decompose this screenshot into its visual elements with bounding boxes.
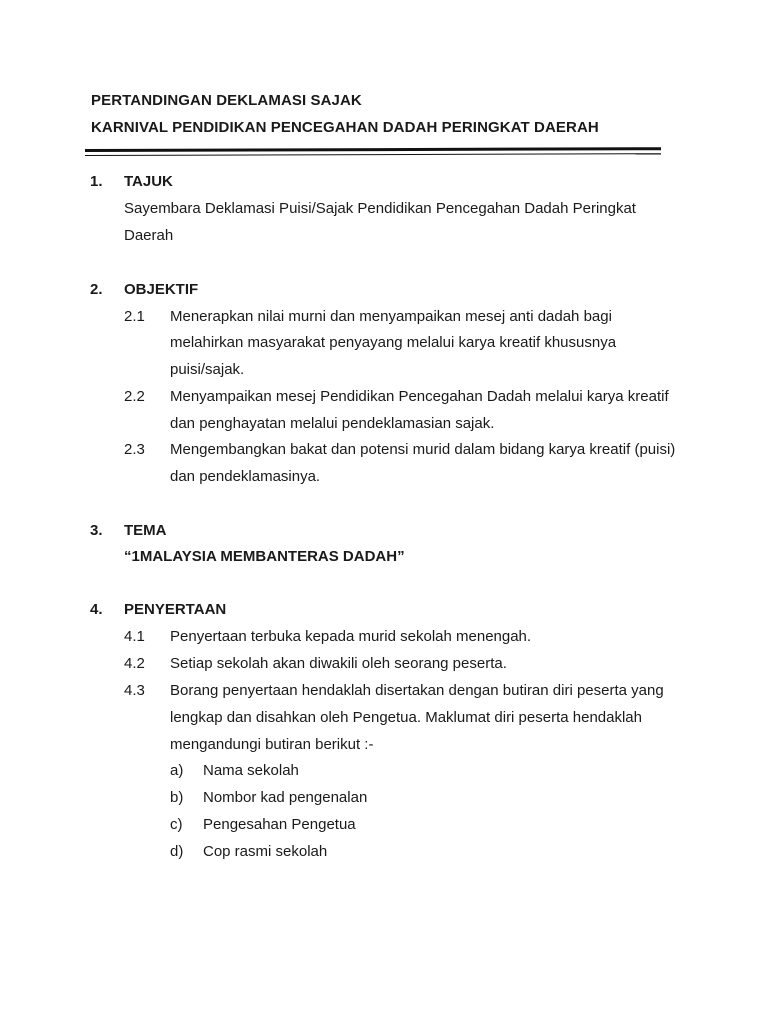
item-number: 4.2 — [124, 655, 145, 672]
item-text: melahirkan masyarakat penyayang melalui karya kreatif khususnya — [170, 334, 617, 351]
item-text: Borang penyertaan hendaklah disertakan dengan butiran diri peserta yang — [170, 682, 664, 699]
item-number: 2.2 — [124, 388, 145, 405]
subitem-letter: b) — [170, 789, 184, 806]
item-text: Menyampaikan mesej Pendidikan Pencegahan Dadah melalui karya kreatif — [170, 388, 669, 405]
section-3-heading: TEMA — [124, 522, 167, 539]
item-number: 2.3 — [124, 441, 145, 458]
item-text: dan pendeklamasinya. — [170, 468, 321, 485]
subitem-letter: d) — [170, 843, 184, 860]
document-title-line1: PERTANDINGAN DEKLAMASI SAJAK — [91, 92, 362, 109]
item-text: dan penghayatan melalui pendeklamasian sajak. — [170, 415, 495, 432]
item-number: 2.1 — [124, 308, 145, 325]
section-2-heading: OBJEKTIF — [124, 281, 199, 298]
section-4-heading: PENYERTAAN — [124, 601, 227, 618]
subitem-text: Nama sekolah — [203, 762, 299, 779]
item-text: Setiap sekolah akan diwakili oleh seorang peserta. — [170, 655, 507, 672]
header-rule-thick — [85, 147, 661, 152]
section-3-number: 3. — [90, 522, 103, 539]
section-1-heading: TAJUK — [124, 173, 173, 190]
item-text: puisi/sajak. — [170, 361, 245, 378]
section-1-number: 1. — [90, 173, 103, 190]
document-title-line2: KARNIVAL PENDIDIKAN PENCEGAHAN DADAH PERINGKAT DAERAH — [91, 119, 599, 136]
item-text: mengandungi butiran berikut :- — [170, 736, 374, 753]
section-1-text: Sayembara Deklamasi Puisi/Sajak Pendidikan Pencegahan Dadah Peringkat — [124, 200, 636, 217]
header-rule-thin — [85, 153, 661, 156]
item-text: Menerapkan nilai murni dan menyampaikan mesej anti dadah bagi — [170, 308, 612, 325]
item-text: Penyertaan terbuka kepada murid sekolah menengah. — [170, 628, 532, 645]
subitem-text: Cop rasmi sekolah — [203, 843, 328, 860]
subitem-letter: c) — [170, 816, 183, 833]
section-4-number: 4. — [90, 601, 103, 618]
item-text: Mengembangkan bakat dan potensi murid dalam bidang karya kreatif (puisi) — [170, 441, 676, 458]
subitem-letter: a) — [170, 762, 184, 779]
section-2-number: 2. — [90, 281, 103, 298]
subitem-text: Pengesahan Pengetua — [203, 816, 356, 833]
item-text: lengkap dan disahkan oleh Pengetua. Maklumat diri peserta hendaklah — [170, 709, 642, 726]
subitem-text: Nombor kad pengenalan — [203, 789, 368, 806]
item-number: 4.3 — [124, 682, 145, 699]
section-1-text: Daerah — [124, 227, 174, 244]
item-number: 4.1 — [124, 628, 145, 645]
theme-text: “1MALAYSIA MEMBANTERAS DADAH” — [124, 548, 405, 565]
